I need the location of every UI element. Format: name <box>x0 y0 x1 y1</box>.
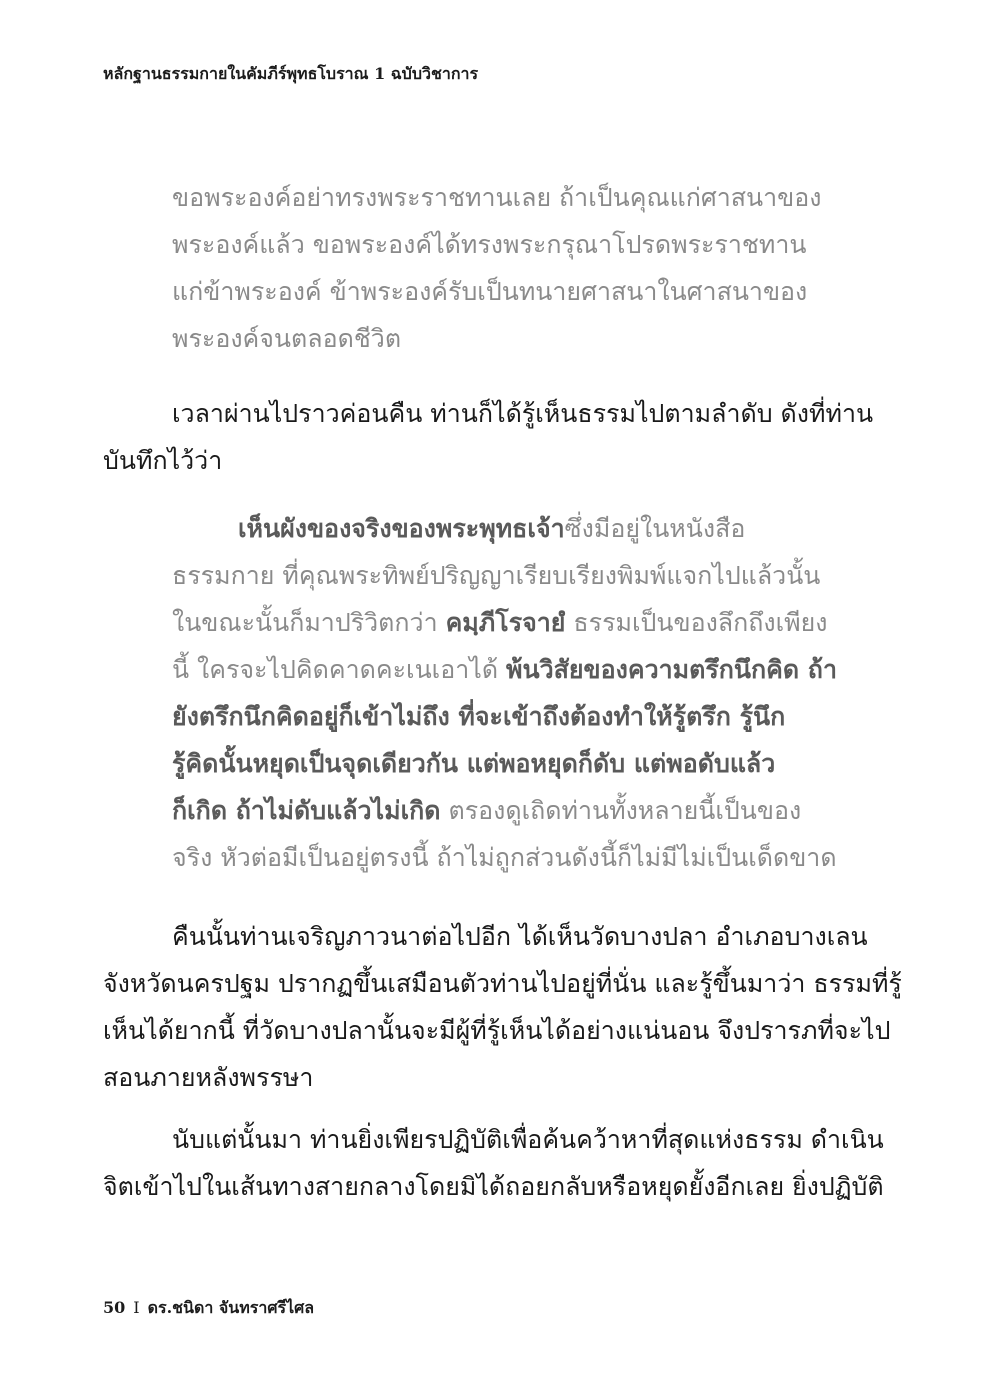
quote-line: ขอพระองค์อย่าทรงพระราชทานเลย ถ้าเป็นคุณแก่ศาสนาของ <box>172 183 822 212</box>
quote-line <box>172 787 801 834</box>
quote-line: ยังตรึกนึกคิดอยู่ก็เข้าไม่ถึง ที่จะเข้าถึงต้องทำให้รู้ตรึก รู้นึก <box>172 702 786 731</box>
quote-line <box>172 599 828 646</box>
page-footer <box>103 1296 314 1321</box>
quote-text: ธรรมเป็นของลึกถึงเพียง <box>565 608 828 637</box>
quote-text: ในขณะนั้นก็มาปริวิตกว่า <box>172 608 446 637</box>
quote-line: รู้คิดนั้นหยุดเป็นจุดเดียวกัน แต่พอหยุดก็ดับ แต่พอดับแล้ว <box>172 749 776 778</box>
footer-separator: I <box>133 1298 140 1317</box>
quote-text: ตรองดูเถิดท่านทั้งหลายนี้เป็นของ <box>440 796 802 825</box>
paragraph-line: เวลาผ่านไปราวค่อนคืน ท่านก็ได้รู้เห็นธรรมไปตามลำดับ ดังที่ท่าน <box>172 399 874 428</box>
quote-emphasis: คมฺภีโรจายํ <box>445 608 566 637</box>
author-name: ดร.ชนิดา จันทราศรีไศล <box>147 1298 315 1317</box>
quote-line <box>172 646 837 693</box>
quote-line: พระองค์จนตลอดชีวิต <box>172 324 402 353</box>
paragraph-line: เห็นได้ยากนี้ ที่วัดบางปลานั้นจะมีผู้ที่รู้เห็นได้อย่างแน่นอน จึงปรารภที่จะไป <box>103 1016 891 1045</box>
quote-line: แก่ข้าพระองค์ ข้าพระองค์รับเป็นทนายศาสนาในศาสนาของ <box>172 277 808 306</box>
quote-emphasis: พ้นวิสัยของความตรึกนึกคิด ถ้า <box>506 655 837 684</box>
paragraph-line: คืนนั้นท่านเจริญภาวนาต่อไปอีก ได้เห็นวัดบางปลา อำเภอบางเลน <box>172 922 868 951</box>
quote-text: นี้ ใครจะไปคิดคาดคะเนเอาได้ <box>172 655 507 684</box>
quote-emphasis: เห็นผังของจริงของพระพุทธเจ้า <box>238 514 565 543</box>
quote-line: จริง หัวต่อมีเป็นอยู่ตรงนี้ ถ้าไม่ถูกส่วนดังนี้ก็ไม่มีไม่เป็นเด็ดขาด <box>172 843 837 872</box>
page-number: 50 <box>103 1298 126 1317</box>
paragraph-line: บันทึกไว้ว่า <box>103 446 223 475</box>
running-header: หลักฐานธรรมกายในคัมภีร์พุทธโบราณ 1 ฉบับวิชาการ <box>103 64 479 83</box>
paragraph-line: จังหวัดนครปฐม ปรากฏขึ้นเสมือนตัวท่านไปอยู่ที่นั่น และรู้ขึ้นมาว่า ธรรมที่รู้ <box>103 969 902 998</box>
paragraph-line: จิตเข้าไปในเส้นทางสายกลางโดยมิได้ถอยกลับหรือหยุดยั้งอีกเลย ยิ่งปฏิบัติ <box>103 1172 884 1201</box>
quote-emphasis: ก็เกิด ถ้าไม่ดับแล้วไม่เกิด <box>172 796 441 825</box>
paragraph-line: สอนภายหลังพรรษา <box>103 1063 314 1092</box>
quote-line <box>238 505 745 552</box>
quote-line: ธรรมกาย ที่คุณพระทิพย์ปริญญาเรียบเรียงพิมพ์แจกไปแล้วนั้น <box>172 561 821 590</box>
paragraph-line: นับแต่นั้นมา ท่านยิ่งเพียรปฏิบัติเพื่อค้นคว้าหาที่สุดแห่งธรรม ดำเนิน <box>172 1125 884 1154</box>
quote-text: ซึ่งมีอยู่ในหนังสือ <box>564 514 746 543</box>
quote-line: พระองค์แล้ว ขอพระองค์ได้ทรงพระกรุณาโปรดพระราชทาน <box>172 230 807 259</box>
